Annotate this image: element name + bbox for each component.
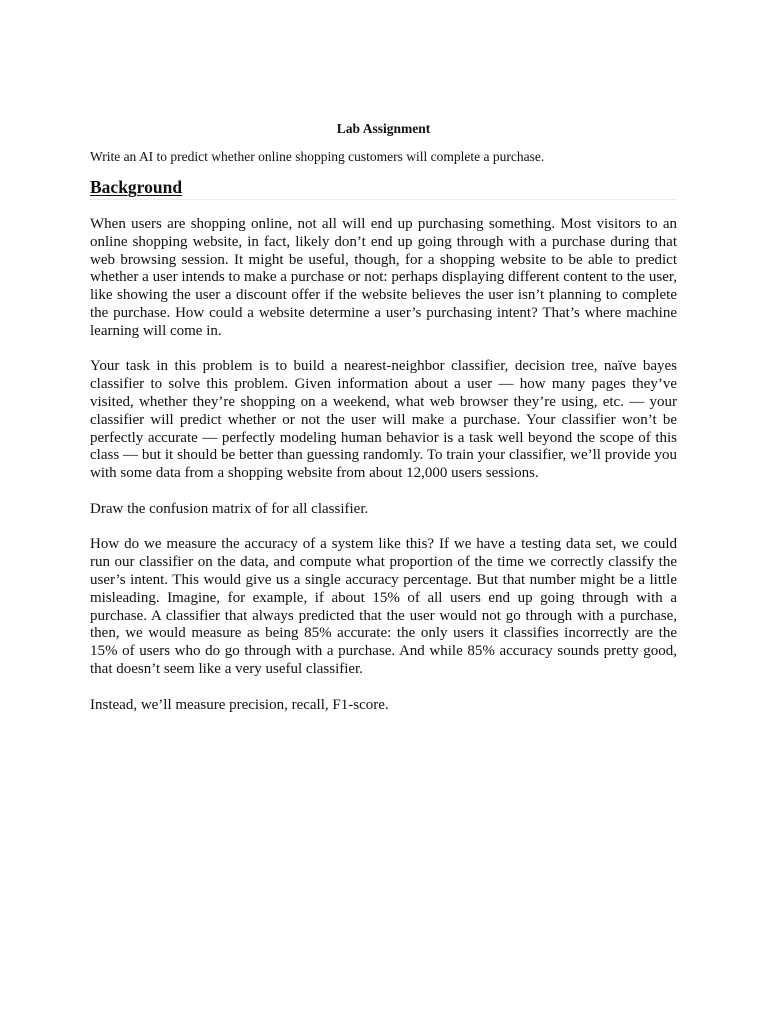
body-paragraph: Instead, we’ll measure precision, recall, F1-score. [90, 696, 389, 713]
document-subtitle: Write an AI to predict whether online shopping customers will complete a purchase. [90, 149, 545, 164]
section-heading-text: Background [90, 177, 183, 197]
document-title: Lab Assignment [336, 121, 431, 136]
body-paragraph: Your task in this problem is to build a nearest-neighbor classifier, decision tree, naïve bayes classifier to solve this problem. Given information about a user — how many pages they’ve visited, whether they’re shopping on a weekend, what web browser they’re using, etc. — your classifier will predict whether or not the user will make a purchase. Your classifier won’t be perfectly accurate — perfectly modeling human behavior is a task well beyond the scope of this class — but it should be better than guessing randomly. To train your classifier, we’ll provide you with some data from a shopping website from about 12,000 users sessions. [90, 358, 677, 482]
document-body [90, 216, 677, 732]
body-paragraph: How do we measure the accuracy of a system like this? If we have a testing data set, we could run our classifier on the data, and compute what proportion of the time we correctly classify the user’s intent. This would give us a single accuracy percentage. But that number might be a little misleading. Imagine, for example, if about 15% of all users end up going through with a purchase. A classifier that always predicted that the user would not go through with a purchase, then, we would measure as being 85% accurate: the only users it classifies incorrectly are the 15% of users who do go through with a purchase. And while 85% accuracy sounds pretty good, that doesn’t seem like a very useful classifier. [90, 536, 677, 677]
body-paragraph: When users are shopping online, not all will end up purchasing something. Most visitors to an online shopping website, in fact, likely don’t end up going through with a purchase during that web browsing session. It might be useful, though, for a shopping website to be able to predict whether a user intends to make a purchase or not: perhaps displaying different content to the user, like showing the user a discount offer if the website believes the user isn’t planning to complete the purchase. How could a website determine a user’s purchasing intent? That’s where machine learning will come in. [90, 216, 677, 339]
section-heading-background [90, 177, 677, 200]
body-paragraph: Draw the confusion matrix of for all classifier. [90, 500, 369, 517]
